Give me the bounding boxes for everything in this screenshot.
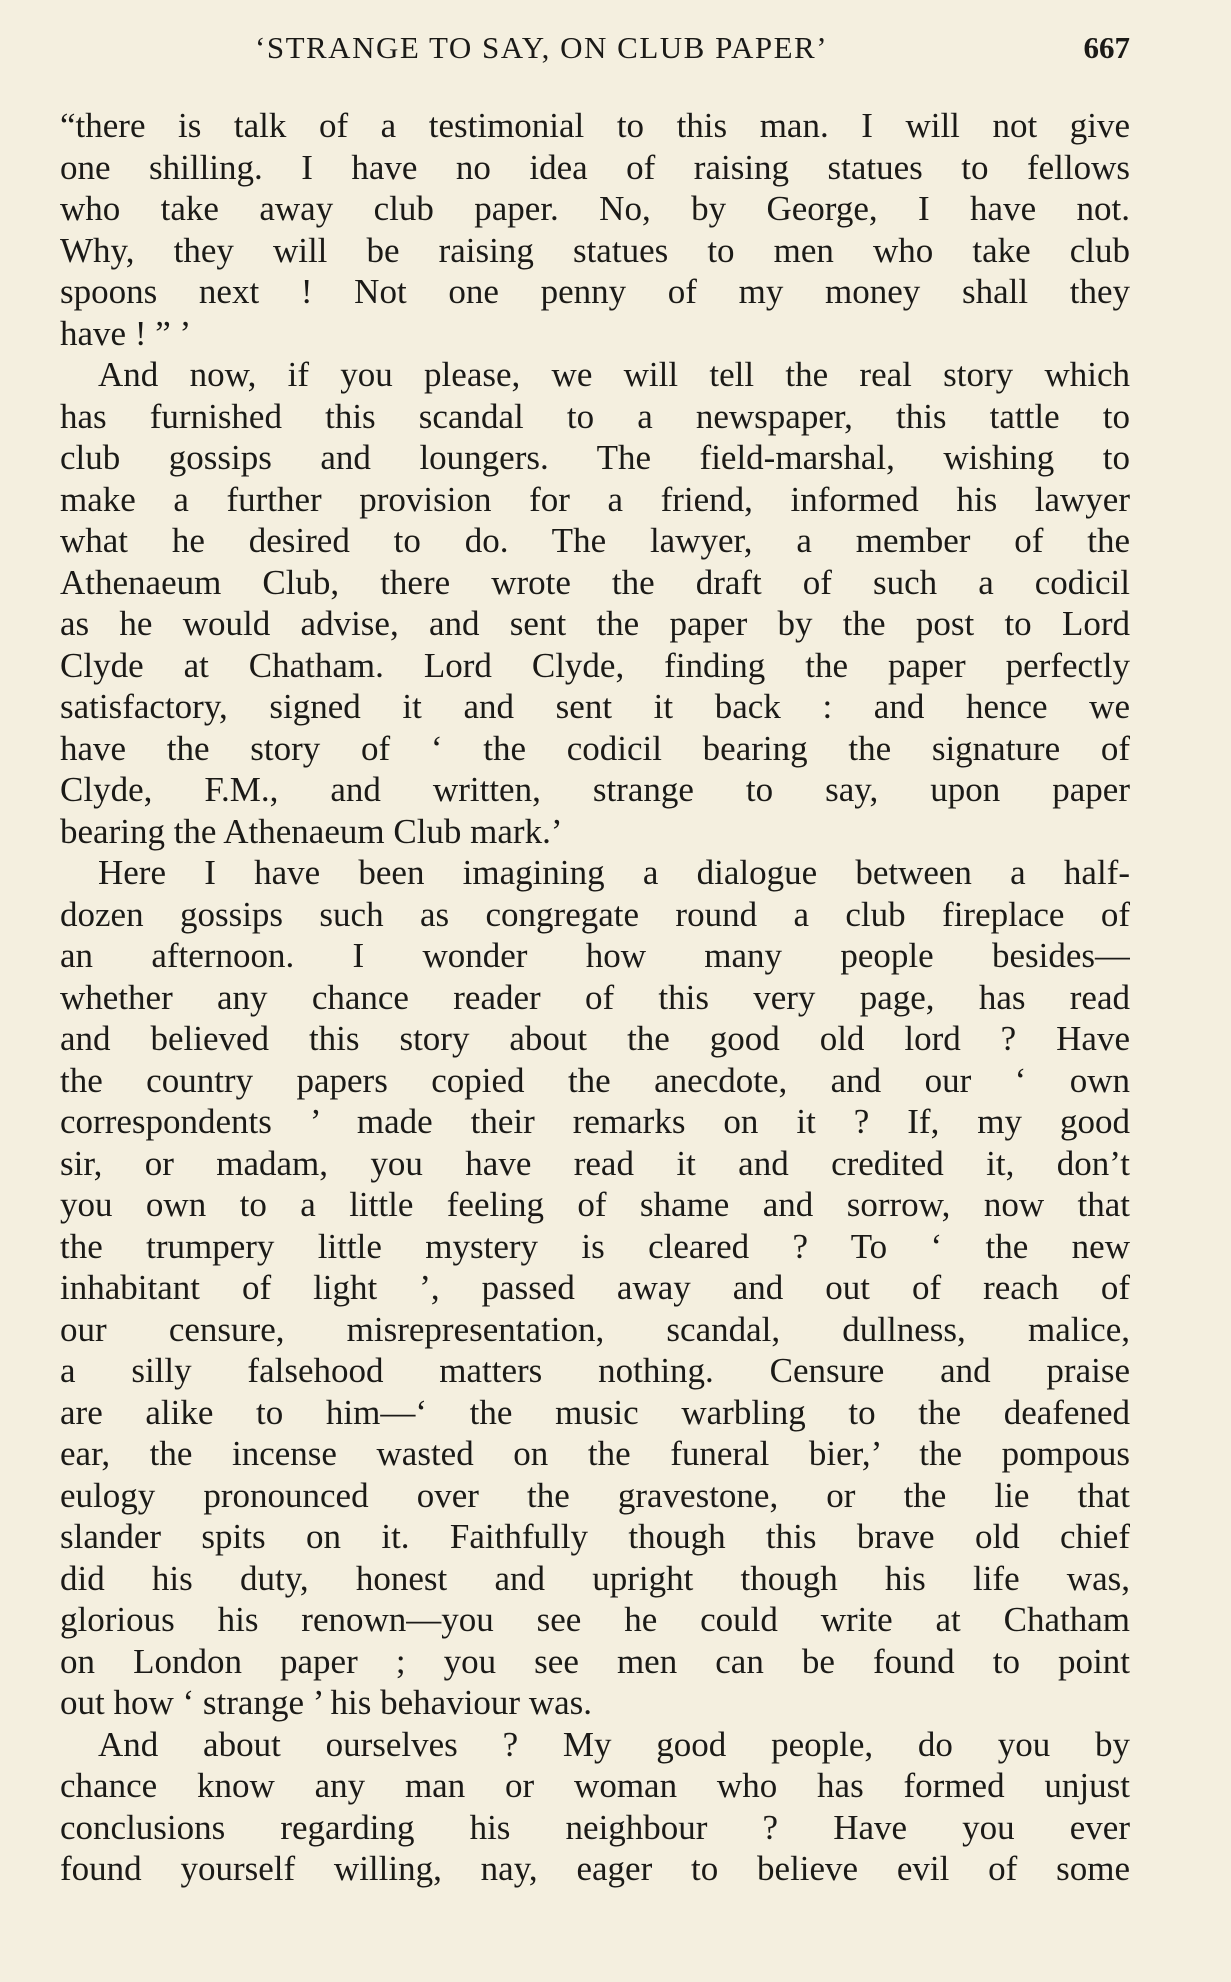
text-line: dozen gossips such as congregate round a club fireplace of (60, 894, 1130, 934)
text-line: and believed this story about the good old lord ? Have (60, 1019, 1130, 1058)
text-line: club gossips and loungers. The field-marshal, wishing to (60, 438, 1130, 477)
text-line: has furnished this scandal to a newspaper, this tattle to (60, 396, 1130, 436)
text-line: correspondents ’ made their remarks on it ? If, my good (60, 1102, 1130, 1141)
text-line: inhabitant of light ’, passed away and out of reach of (60, 1268, 1130, 1307)
text-line: And now, if you please, we will tell the real story which (98, 355, 1130, 394)
running-title: ‘STRANGE TO SAY, ON CLUB PAPER’ (255, 30, 829, 65)
text-line: our censure, misrepresentation, scandal, dullness, malice, (60, 1309, 1130, 1349)
text-line: Clyde at Chatham. Lord Clyde, finding the paper perfectly (60, 645, 1130, 685)
text-line: make a further provision for a friend, informed his lawyer (60, 479, 1130, 519)
text-line: are alike to him—‘ the music warbling to the deafened (60, 1392, 1130, 1432)
text-line: an afternoon. I wonder how many people besides— (60, 936, 1130, 975)
text-line: eulogy pronounced over the gravestone, or the lie that (60, 1475, 1130, 1515)
text-line: glorious his renown—you see he could write at Chatham (60, 1600, 1130, 1639)
text-line: conclusions regarding his neighbour ? Have you ever (60, 1807, 1130, 1847)
text-line: a silly falsehood matters nothing. Censure and praise (60, 1351, 1130, 1390)
text-line: ear, the incense wasted on the funeral bier,’ the pompous (60, 1434, 1130, 1473)
text-line: the country papers copied the anecdote, and our ‘ own (60, 1060, 1130, 1100)
text-line: what he desired to do. The lawyer, a member of the (60, 521, 1130, 560)
text-line: “there is talk of a testimonial to this man. I will not give (60, 106, 1130, 145)
text-line: chance know any man or woman who has formed unjust (60, 1766, 1130, 1805)
text-line: bearing the Athenaeum Club mark.’ (60, 811, 563, 851)
text-line: found yourself willing, nay, eager to believe evil of some (60, 1849, 1130, 1888)
text-line: whether any chance reader of this very page, has read (60, 977, 1130, 1017)
page-number: 667 (1083, 30, 1130, 65)
text-line: on London paper ; you see men can be found to point (60, 1641, 1130, 1681)
text-line: Athenaeum Club, there wrote the draft of such a codicil (60, 562, 1130, 602)
text-line: out how ‘ strange ’ his behaviour was. (60, 1683, 593, 1722)
text-line: spoons next ! Not one penny of my money shall they (60, 272, 1130, 311)
text-line: sir, or madam, you have read it and credited it, don’t (60, 1143, 1130, 1183)
text-line: slander spits on it. Faithfully though this brave old chief (60, 1517, 1130, 1556)
text-line: who take away club paper. No, by George, I have not. (60, 189, 1130, 228)
running-head (60, 30, 1130, 74)
text-line: have the story of ‘ the codicil bearing the signature of (60, 728, 1130, 768)
text-line: have ! ” ’ (60, 313, 192, 353)
text-line: did his duty, honest and upright though his life was, (60, 1558, 1130, 1598)
text-line: Why, they will be raising statues to men who take club (60, 230, 1130, 270)
text-line: as he would advise, and sent the paper by the post to Lord (60, 604, 1130, 643)
text-line: satisfactory, signed it and sent it back : and hence we (60, 687, 1130, 726)
text-line: you own to a little feeling of shame and sorrow, now that (60, 1185, 1130, 1224)
text-line: And about ourselves ? My good people, do you by (98, 1724, 1130, 1764)
text-line: Here I have been imagining a dialogue between a half- (98, 853, 1130, 892)
text-line: Clyde, F.M., and written, strange to say, upon paper (60, 770, 1130, 809)
text-line: one shilling. I have no idea of raising statues to fellows (60, 147, 1130, 187)
body-text (60, 105, 1130, 1890)
text-line: the trumpery little mystery is cleared ? To ‘ the new (60, 1226, 1130, 1266)
